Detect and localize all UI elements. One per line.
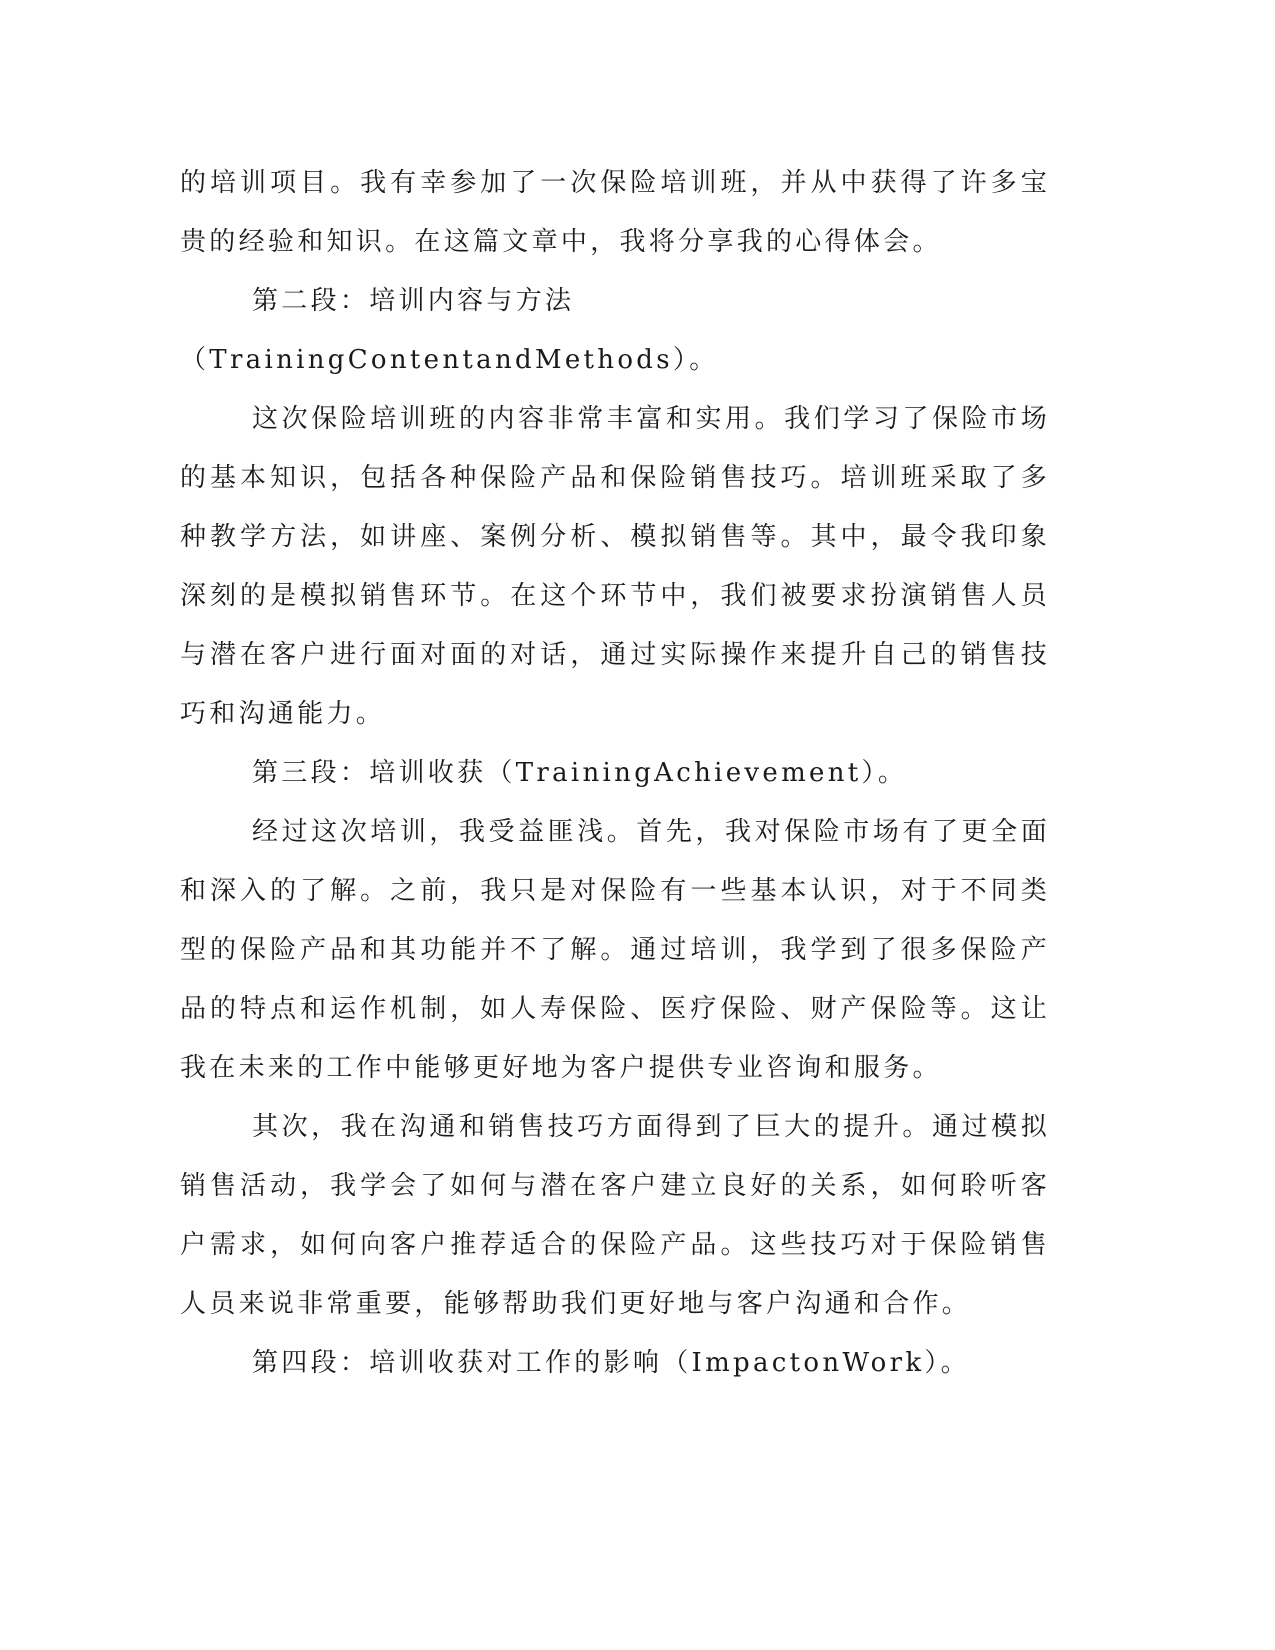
section-heading-4: 第四段：培训收获对工作的影响（ImpactonWork）。 [252, 1348, 970, 1378]
paragraph-intro-continuation: 的培训项目。我有幸参加了一次保险培训班，并从中获得了许多宝贵的经验和知识。在这篇文章中，我将分享我的心得体会。 [180, 168, 1050, 257]
paragraph-achievement-2: 其次，我在沟通和销售技巧方面得到了巨大的提升。通过模拟销售活动，我学会了如何与潜在客户建立良好的关系，如何聆听客户需求，如何向客户推荐适合的保险产品。这些技巧对于保险销售人员来说非常重要，能够帮助我们更好地与客户沟通和合作。 [180, 1112, 1050, 1319]
paragraph-training-content: 这次保险培训班的内容非常丰富和实用。我们学习了保险市场的基本知识，包括各种保险产品和保险销售技巧。培训班采取了多种教学方法，如讲座、案例分析、模拟销售等。其中，最令我印象深刻的是模拟销售环节。在这个环节中，我们被要求扮演销售人员与潜在客户进行面对面的对话，通过实际操作来提升自己的销售技巧和沟通能力。 [180, 404, 1050, 729]
section-heading-2: 第二段：培训内容与方法（TrainingContentandMethods）。 [180, 286, 719, 375]
paragraph-achievement-1: 经过这次培训，我受益匪浅。首先，我对保险市场有了更全面和深入的了解。之前，我只是对保险有一些基本认识，对于不同类型的保险产品和其功能并不了解。通过培训，我学到了很多保险产品的特点和运作机制，如人寿保险、医疗保险、财产保险等。这让我在未来的工作中能够更好地为客户提供专业咨询和服务。 [180, 817, 1050, 1083]
document-body [180, 154, 1050, 1393]
section-heading-3: 第三段：培训收获（TrainingAchievement）。 [252, 758, 908, 788]
